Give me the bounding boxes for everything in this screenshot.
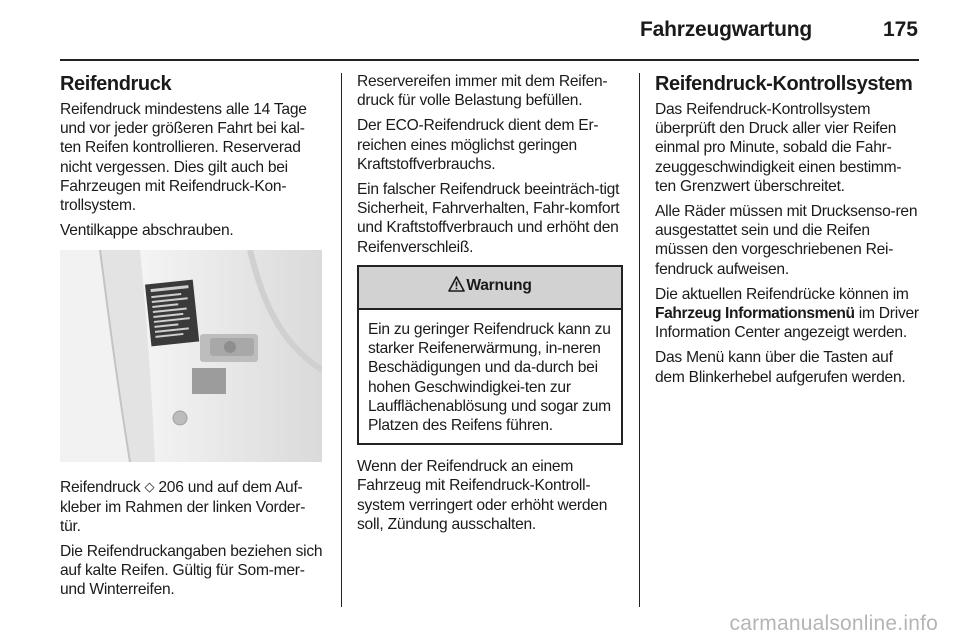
paragraph: Die Reifendruckangaben beziehen sich auf kalte Reifen. Gültig für Som-mer- und Winterreifen. — [60, 543, 323, 599]
column-1 — [60, 72, 324, 606]
door-frame-illustration — [60, 250, 322, 462]
paragraph: Ventilkappe abschrauben. — [60, 222, 234, 240]
page-number: 175 — [882, 18, 918, 41]
paragraph: Ein falscher Reifendruck beeinträch-tigt Sicherheit, Fahrverhalten, Fahr-komfort und Kraftstoffverbrauch und erhöht den Reifenverschleiß. — [357, 181, 620, 256]
warning-title: Warnung — [466, 276, 532, 294]
column-2 — [357, 72, 621, 540]
section-heading-reifendruck: Reifendruck — [60, 73, 172, 95]
text-fragment: 206 und auf dem Auf-kleber im Rahmen der linken Vorder-tür. — [60, 479, 306, 535]
paragraph: Der ECO-Reifendruck dient dem Er-reichen eines möglichst geringen Kraftstoffverbrauchs. — [357, 117, 599, 173]
text-fragment: Die aktuellen Reifendrücke können im — [655, 285, 909, 303]
paragraph: Das Reifendruck-Kontrollsystem überprüft den Druck aller vier Reifen einmal pro Minute, sobald die Fahr-zeuggeschwindigkeit einen bestimm-ten Grenzwert überschreitet. — [655, 101, 902, 195]
paragraph — [655, 285, 919, 343]
column-divider-1 — [341, 73, 342, 607]
paragraph: Reifendruck mindestens alle 14 Tage und vor jeder größeren Fahrt bei kal-ten Reifen kontrollieren. Reserverad nicht vergessen. Dies gilt auch bei Fahrzeugen mit Reifendruck-Kon-trollsystem. — [60, 101, 307, 215]
watermark-text: carmanualsonline.info — [729, 612, 938, 635]
door-sticker-photo — [60, 250, 322, 462]
column-divider-2 — [639, 73, 640, 607]
column-3 — [655, 72, 919, 393]
warning-header — [359, 267, 621, 310]
warning-box — [357, 265, 623, 445]
text-fragment: Reifendruck — [60, 479, 145, 497]
page-reference-icon: ◇ — [144, 479, 155, 495]
menu-name-emphasis: Fahrzeug Informationsmenü — [655, 305, 855, 323]
page-header-title: Fahrzeugwartung — [639, 18, 812, 41]
paragraph: Reservereifen immer mit dem Reifen-druck für volle Belastung befüllen. — [357, 73, 608, 110]
text-fragment: im Driver Information Center angezeigt werden. — [655, 305, 919, 342]
paragraph: Alle Räder müssen mit Drucksenso-ren ausgestattet sein und die Reifen müssen den vorgeschriebenen Rei-fendruck aufweisen. — [655, 203, 918, 278]
warning-triangle-icon — [448, 276, 465, 297]
section-heading-kontrollsystem: Reifendruck-Kontrollsystem — [655, 73, 913, 95]
paragraph — [60, 478, 324, 536]
paragraph: Das Menü kann über die Tasten auf dem Blinkerhebel aufgerufen werden. — [655, 349, 906, 386]
warning-body — [359, 310, 621, 443]
warning-text: Ein zu geringer Reifendruck kann zu starker Reifenerwärmung, in-neren Beschädigungen und da-durch bei hohen Geschwindigkei-ten zur Laufflächenablösung und sogar zum Platzen des Reifens führen. — [368, 321, 611, 435]
header-divider — [60, 59, 919, 61]
paragraph: Wenn der Reifendruck an einem Fahrzeug mit Reifendruck-Kontroll-system verringert oder erhöht werden soll, Zündung ausschalten. — [357, 458, 608, 533]
